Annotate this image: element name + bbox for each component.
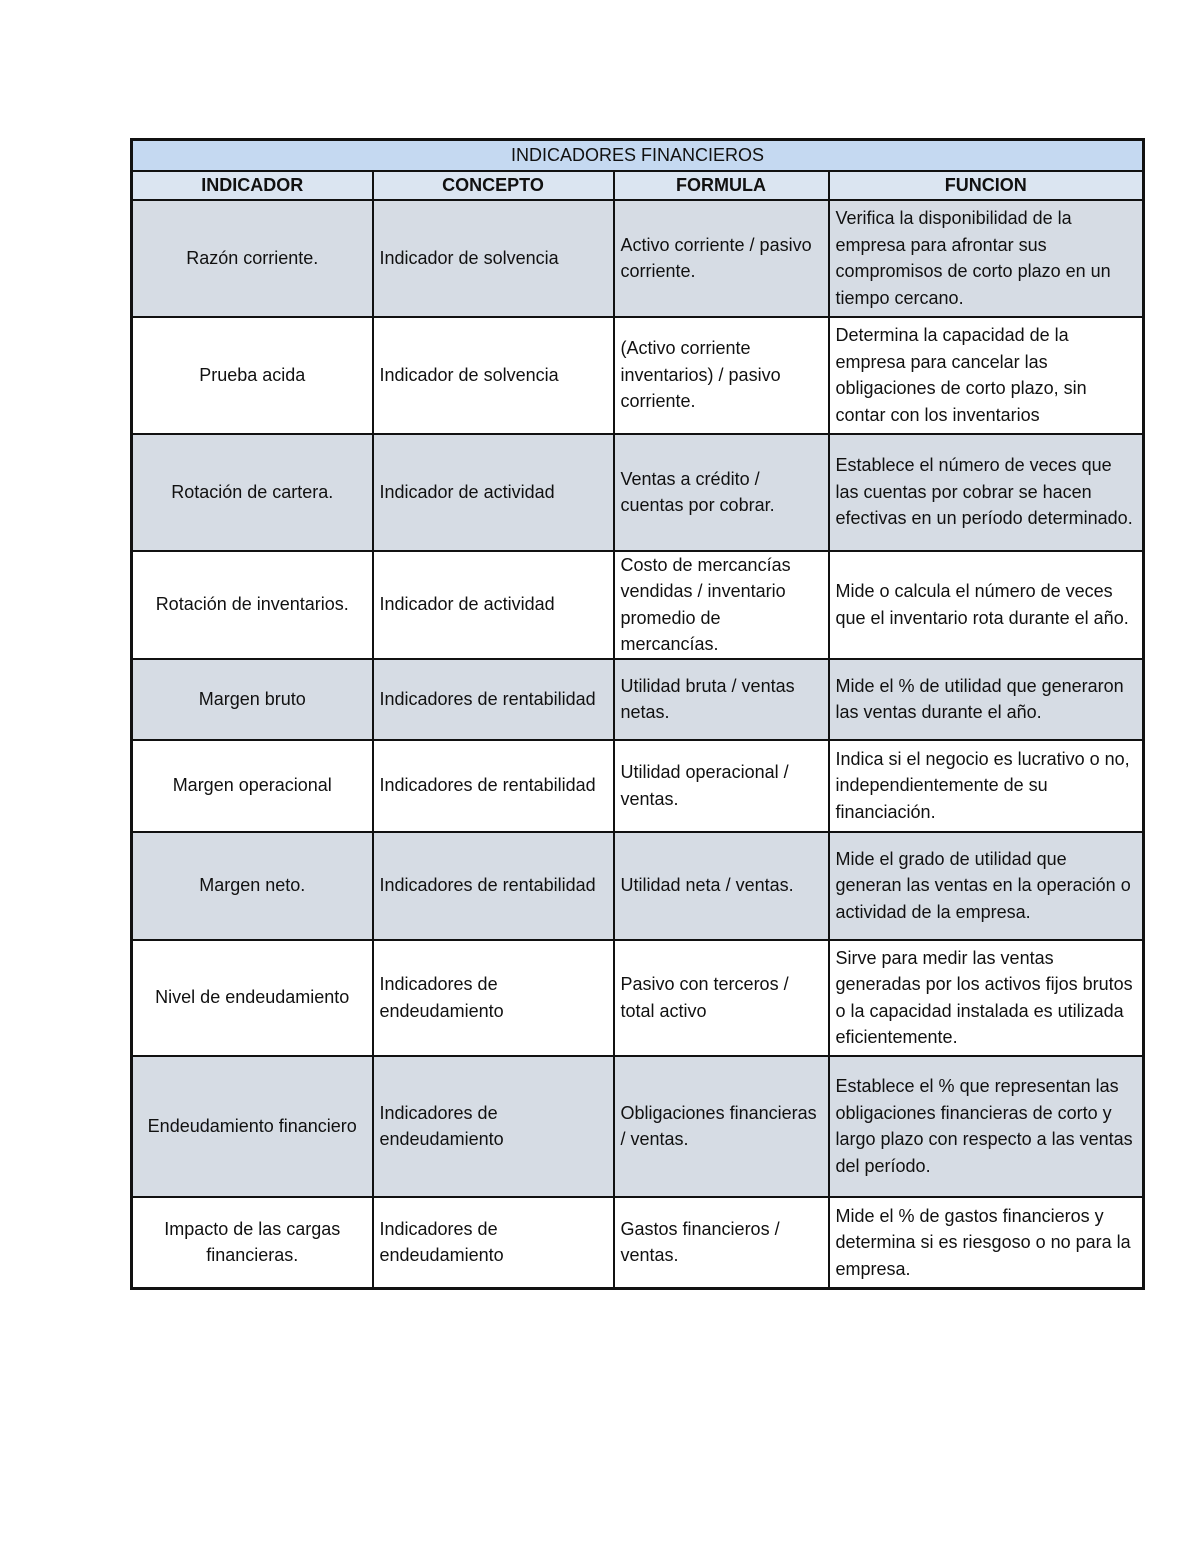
concept-cell: Indicadores de endeudamiento	[373, 1197, 614, 1289]
indicator-cell: Margen operacional	[132, 740, 373, 832]
table-row	[132, 434, 1144, 551]
header-row	[132, 171, 1144, 200]
header-indicador: INDICADOR	[132, 171, 373, 200]
concept-cell: Indicador de actividad	[373, 551, 614, 659]
table-row	[132, 1056, 1144, 1197]
function-cell: Mide o calcula el número de veces que el inventario rota durante el año.	[829, 551, 1144, 659]
table-row	[132, 659, 1144, 740]
function-cell: Verifica la disponibilidad de la empresa para afrontar sus compromisos de corto plazo en un tiempo cercano.	[829, 200, 1144, 317]
formula-cell: (Activo corriente inventarios) / pasivo corriente.	[614, 317, 829, 434]
header-funcion: FUNCION	[829, 171, 1144, 200]
indicator-cell: Margen bruto	[132, 659, 373, 740]
table-row	[132, 940, 1144, 1056]
concept-cell: Indicadores de rentabilidad	[373, 832, 614, 940]
financial-indicators-table	[130, 138, 1145, 1290]
indicator-cell: Endeudamiento financiero	[132, 1056, 373, 1197]
formula-cell: Utilidad neta / ventas.	[614, 832, 829, 940]
table-title-row	[132, 140, 1144, 172]
indicator-cell: Nivel de endeudamiento	[132, 940, 373, 1056]
function-cell: Establece el % que representan las obligaciones financieras de corto y largo plazo con respecto a las ventas del período.	[829, 1056, 1144, 1197]
indicator-cell: Razón corriente.	[132, 200, 373, 317]
formula-cell: Activo corriente / pasivo corriente.	[614, 200, 829, 317]
formula-cell: Utilidad operacional / ventas.	[614, 740, 829, 832]
indicator-cell: Rotación de inventarios.	[132, 551, 373, 659]
function-cell: Indica si el negocio es lucrativo o no, independientemente de su financiación.	[829, 740, 1144, 832]
indicator-cell: Margen neto.	[132, 832, 373, 940]
table-row	[132, 1197, 1144, 1289]
table-row	[132, 832, 1144, 940]
concept-cell: Indicadores de endeudamiento	[373, 1056, 614, 1197]
function-cell: Establece el número de veces que las cuentas por cobrar se hacen efectivas en un período determinado.	[829, 434, 1144, 551]
table-title: INDICADORES FINANCIEROS	[132, 140, 1144, 172]
indicator-cell: Prueba acida	[132, 317, 373, 434]
concept-cell: Indicador de actividad	[373, 434, 614, 551]
table-row	[132, 740, 1144, 832]
function-cell: Sirve para medir las ventas generadas por los activos fijos brutos o la capacidad instalada es utilizada eficientemente.	[829, 940, 1144, 1056]
table-row	[132, 200, 1144, 317]
formula-cell: Ventas a crédito / cuentas por cobrar.	[614, 434, 829, 551]
function-cell: Determina la capacidad de la empresa para cancelar las obligaciones de corto plazo, sin contar con los inventarios	[829, 317, 1144, 434]
concept-cell: Indicador de solvencia	[373, 317, 614, 434]
header-concepto: CONCEPTO	[373, 171, 614, 200]
function-cell: Mide el grado de utilidad que generan las ventas en la operación o actividad de la empresa.	[829, 832, 1144, 940]
concept-cell: Indicadores de endeudamiento	[373, 940, 614, 1056]
function-cell: Mide el % de gastos financieros y determina si es riesgoso o no para la empresa.	[829, 1197, 1144, 1289]
concept-cell: Indicadores de rentabilidad	[373, 659, 614, 740]
indicators-sheet	[130, 138, 1142, 1290]
table-row	[132, 551, 1144, 659]
formula-cell: Costo de mercancías vendidas / inventario promedio de mercancías.	[614, 551, 829, 659]
concept-cell: Indicadores de rentabilidad	[373, 740, 614, 832]
formula-cell: Obligaciones financieras / ventas.	[614, 1056, 829, 1197]
formula-cell: Utilidad bruta / ventas netas.	[614, 659, 829, 740]
concept-cell: Indicador de solvencia	[373, 200, 614, 317]
formula-cell: Pasivo con terceros / total activo	[614, 940, 829, 1056]
table-row	[132, 317, 1144, 434]
indicator-cell: Impacto de las cargas financieras.	[132, 1197, 373, 1289]
formula-cell: Gastos financieros / ventas.	[614, 1197, 829, 1289]
header-formula: FORMULA	[614, 171, 829, 200]
indicator-cell: Rotación de cartera.	[132, 434, 373, 551]
function-cell: Mide el % de utilidad que generaron las ventas durante el año.	[829, 659, 1144, 740]
